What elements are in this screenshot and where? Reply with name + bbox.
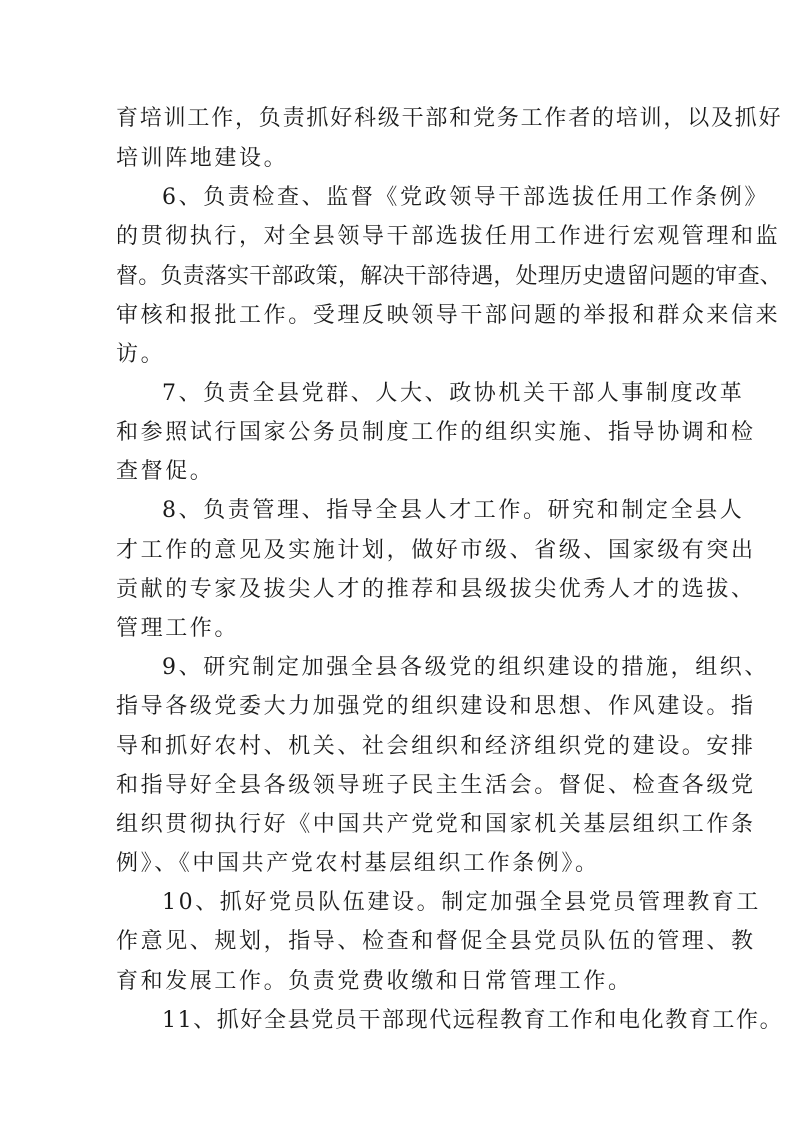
paragraph-line: 导和抓好农村、机关、社会组织和经济组织党的建设。安排 xyxy=(116,734,756,759)
paragraph-line: 查督促。 xyxy=(116,459,215,484)
paragraph-line: 8、负责管理、指导全县人才工作。研究和制定全县人 xyxy=(162,498,745,523)
paragraph-line: 的贯彻执行，对全县领导干部选拔任用工作进行宏观管理和监 xyxy=(116,224,781,249)
paragraph-line: 7、负责全县党群、人大、政协机关干部人事制度改革 xyxy=(162,381,745,406)
paragraph-line: 和指导好全县各级领导班子民主生活会。督促、检查各级党 xyxy=(116,773,756,798)
paragraph-line: 培训阵地建设。 xyxy=(116,146,289,171)
paragraph-line: 和参照试行国家公务员制度工作的组织实施、指导协调和检 xyxy=(116,420,756,445)
paragraph-line: 例》、《中国共产党农村基层组织工作条例》。 xyxy=(116,851,600,876)
paragraph-line: 审核和报批工作。受理反映领导干部问题的举报和群众来信来 xyxy=(116,303,781,328)
paragraph-line: 访。 xyxy=(116,342,166,367)
paragraph-line: 6、负责检查、监督《党政领导干部选拔任用工作条例》 xyxy=(162,185,769,210)
paragraph-line: 育和发展工作。负责党费收缴和日常管理工作。 xyxy=(116,969,633,994)
paragraph-line: 才工作的意见及实施计划，做好市级、省级、国家级有突出 xyxy=(116,538,756,563)
paragraph-line: 9、研究制定加强全县各级党的组织建设的措施，组织、 xyxy=(162,655,769,680)
paragraph-line: 育培训工作，负责抓好科级干部和党务工作者的培训，以及抓好 xyxy=(116,106,783,131)
paragraph-line: 指导各级党委大力加强党的组织建设和思想、作风建设。指 xyxy=(116,694,756,719)
paragraph-line: 管理工作。 xyxy=(116,616,240,641)
paragraph-line: 10、抓好党员队伍建设。制定加强全县党员管理教育工 xyxy=(162,890,761,915)
paragraph-line: 组织贯彻执行好《中国共产党党和国家机关基层组织工作条 xyxy=(116,812,756,837)
paragraph-line: 作意见、规划，指导、检查和督促全县党员队伍的管理、教 xyxy=(116,929,756,954)
paragraph-line: 11、抓好全县党员干部现代远程教育工作和电化教育工作。 xyxy=(162,1008,784,1033)
paragraph-line: 贡献的专家及拔尖人才的推荐和县级拔尖优秀人才的选拔、 xyxy=(116,577,756,602)
paragraph-line: 督。负责落实干部政策，解决干部待遇，处理历史遗留问题的审查、 xyxy=(116,264,783,289)
